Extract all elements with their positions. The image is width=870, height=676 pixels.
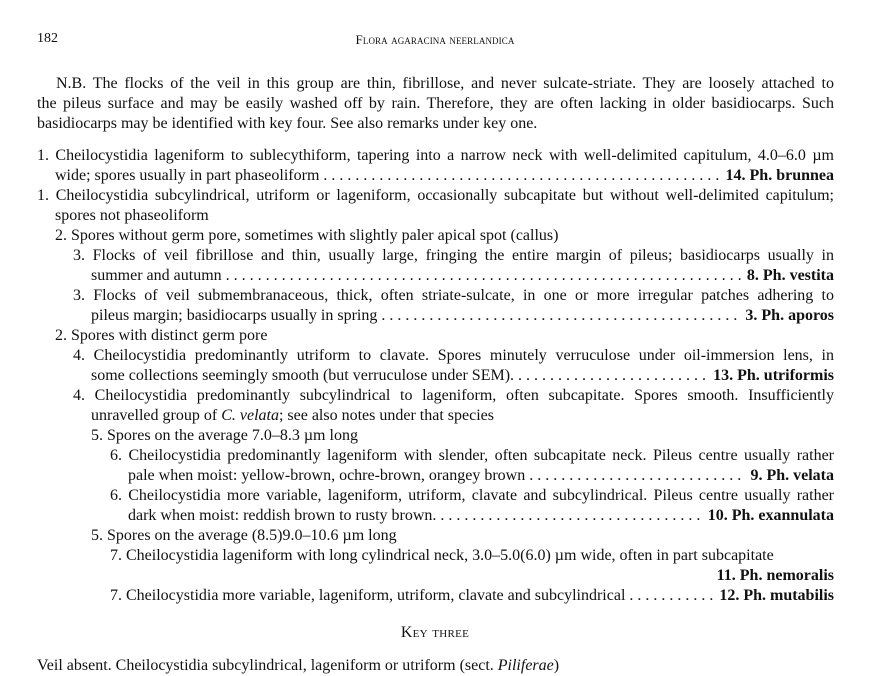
key-result: 14. Ph. brunnea [725,167,834,184]
key-text: pileus margin; basidiocarps usually in spring [91,307,378,324]
key-lead-3b: 3. Flocks of veil submembranaceous, thick, often striate-sulcate, in one or more irregular patches adhering to [73,287,834,304]
leader-dots [323,166,721,186]
key-lead-2b: 2. Spores with distinct germ pore [55,327,268,344]
running-head: Flora agaracina neerlandica [355,32,515,47]
section-text: ) [553,657,560,674]
key-lead-1a: 1. Cheilocystidia lageniform to sublecythiform, tapering into a narrow neck with well-delimited capitulum, 4.0–6.0 µm [37,147,834,164]
key-lead-5b: 5. Spores on the average (8.5)9.0–10.6 µm long [91,527,397,544]
note-line: N.B. The flocks of the veil in this group are thin, fibrillose, and never sulcate-striate. They are loosely attached to [56,75,834,92]
key-text: some collections seemingly smooth (but verruculose under SEM). [91,367,515,384]
key-text: pale when moist: yellow-brown, ochre-brown, orangey brown [128,467,526,484]
key-text: unravelled group of [91,407,222,424]
note-line: basidiocarps may be identified with key four. See also remarks under key one. [37,115,538,132]
key-result: 11. Ph. nemoralis [716,567,834,584]
key-lead-3b-cont [91,306,834,326]
key-lead-4b-cont [91,406,494,426]
key-text: 7. Cheilocystidia more variable, lageniform, utriform, clavate and subcylindrical [110,587,626,604]
taxon-name: C. velata [221,407,279,424]
section-text: Veil absent. Cheilocystidia subcylindrical, lageniform or utriform (sect. [37,657,498,674]
leader-dots [529,466,746,486]
key-lead-6a-cont [128,466,834,486]
key-text: ; see also notes under that species [278,407,494,424]
key-result: 8. Ph. vestita [746,267,834,284]
key-text: summer and autumn [91,267,222,284]
key-lead-6b: 6. Cheilocystidia more variable, lageniform, utriform, clavate and subcylindrical. Pileus centre usually rather [110,487,834,504]
leader-dots [440,506,703,526]
key-lead-3a-cont [91,266,834,286]
key-lead-1b: 1. Cheilocystidia subcylindrical, utriform or lageniform, occasionally subcapitate but without well-delimited capitulum; [37,187,834,204]
leader-dots [518,366,709,386]
key-lead-7b [110,586,834,606]
key-result: 9. Ph. velata [750,467,834,484]
key-lead-1a-cont [55,166,834,186]
note-line: the pileus surface and may be easily washed off by rain. Therefore, they are often lacking in older basidiocarps. Such [37,95,834,112]
leader-dots [629,586,715,606]
key-lead-4a: 4. Cheilocystidia predominantly utriform to clavate. Spores minutely verruculose under oil-immersion lens, in [73,347,834,364]
leader-dots [226,266,743,286]
key-lead-2a: 2. Spores without germ pore, sometimes with slightly paler apical spot (callus) [55,227,559,244]
leader-dots [381,306,741,326]
key-lead-4a-cont [91,366,834,386]
key-lead-3a: 3. Flocks of veil fibrillose and thin, usually large, fringing the entire margin of pileus; basidiocarps usually in [73,247,834,264]
section-title: Key three [400,624,470,641]
section-first-line [37,656,559,676]
key-result: 13. Ph. utriformis [713,367,834,384]
key-lead-6b-cont [128,506,834,526]
key-text: wide; spores usually in part phaseoliform [55,167,320,184]
key-text: dark when moist: reddish brown to rusty brown. [128,507,437,524]
key-lead-4b: 4. Cheilocystidia predominantly subcylindrical to lageniform, often subcapitate. Spores smooth. Insufficiently [73,387,834,404]
key-result: 3. Ph. aporos [745,307,834,324]
key-lead-5a: 5. Spores on the average 7.0–8.3 µm long [91,427,358,444]
key-lead-7a: 7. Cheilocystidia lageniform with long cylindrical neck, 3.0–5.0(6.0) µm wide, often in part subcapitate [110,547,774,564]
taxon-name: Piliferae [497,657,554,674]
key-lead-6a: 6. Cheilocystidia predominantly lageniform with slender, often subcapitate neck. Pileus centre usually rather [110,447,834,464]
key-result: 10. Ph. exannulata [707,507,834,524]
key-result: 12. Ph. mutabilis [719,587,834,604]
page-number: 182 [37,31,58,46]
key-lead-1b-cont: spores not phaseoliform [55,207,209,224]
